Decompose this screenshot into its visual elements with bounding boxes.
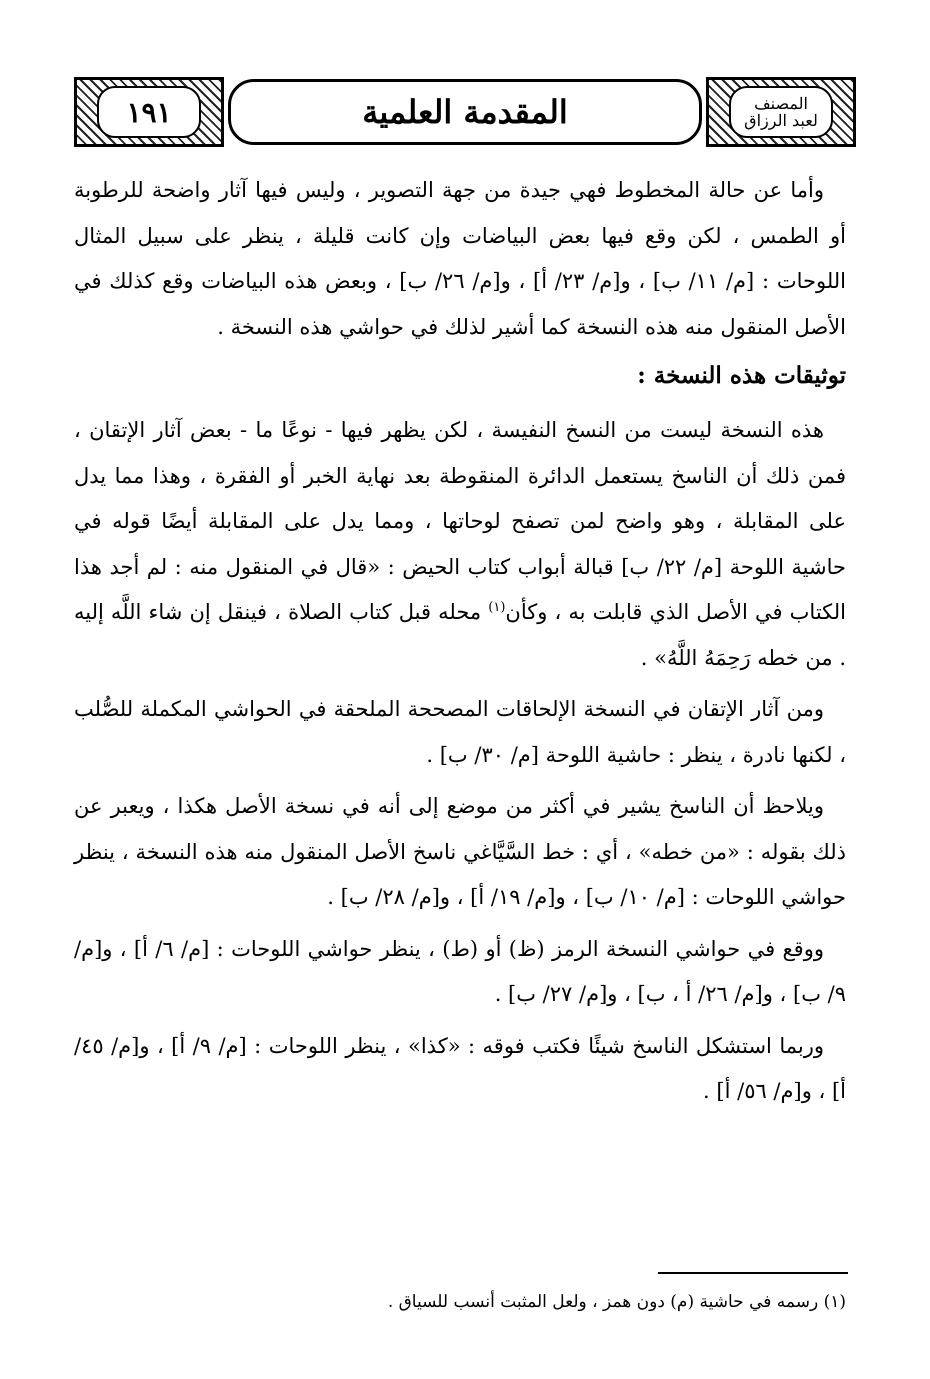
footnote-reference: (١) bbox=[488, 600, 506, 615]
paragraph-symbols: ووقع في حواشي النسخة الرمز (ظ) أو (ط) ، ينظر حواشي اللوحات : [م/ ٦/ أ] ، و[م/ ٩/ ب] ، و[م/ ٢٦/ أ ، ب] ، و[م/ ٢٧/ ب] . bbox=[74, 936, 846, 1006]
page-number: ١٩١ bbox=[97, 86, 201, 138]
logo-line-2: لعبد الرزاق bbox=[744, 111, 818, 130]
paragraph-verification-part2: محله قبل كتاب الصلاة ، فينقل إن شاء اللَّه إليه . من خطه رَحِمَهُ اللَّهُ» . bbox=[74, 600, 846, 670]
footnote-separator bbox=[658, 1272, 848, 1274]
footnote: (١) رسمه في حاشية (م) دون همز ، ولعل المثبت أنسب للسياق . bbox=[387, 1292, 846, 1312]
book-logo bbox=[729, 86, 833, 138]
page-header bbox=[74, 74, 856, 150]
paragraph-verification-part1: هذه النسخة ليست من النسخ النفيسة ، لكن يظهر فيها - نوعًا ما - بعض آثار الإتقان ، فمن ذلك أن الناسخ يستعمل الدائرة المنقوطة بعد نهاية الخبر أو الفقرة ، وهذا مما يدل على المقابلة ، وهو واضح لمن تصفح لوحاتها ، ومما يدل على المقابلة أيضًا قوله في حاشية اللوحة [م/ ٢٢/ ب] قبالة أبواب كتاب الحيض : «قال في المنقول منه : لم أجد هذا الكتاب في الأصل الذي قابلت به ، وكأن bbox=[74, 418, 846, 624]
paragraph-scribe-notes: ويلاحظ أن الناسخ يشير في أكثر من موضع إلى أنه في نسخة الأصل هكذا ، ويعبر عن ذلك بقوله : «من خطه» ، أي : خط السَّيَّاغي ناسخ الأصل المنقول منه هذه النسخة ، ينظر حواشي اللوحات : [م/ ١٠/ ب] ، و[م/ ١٩/ أ] ، و[م/ ٢٨/ ب] . bbox=[74, 794, 846, 909]
page-number-ornament bbox=[74, 77, 224, 147]
section-heading: توثيقات هذه النسخة : bbox=[637, 362, 846, 389]
paragraph-manuscript-condition: وأما عن حالة المخطوط فهي جيدة من جهة التصوير ، وليس فيها آثار واضحة للرطوبة أو الطمس ، لكن وقع فيها بعض البياضات وإن كانت قليلة ، ينظر على سبيل المثال اللوحات : [م/ ١١/ ب] ، و[م/ ٢٣/ أ] ، و[م/ ٢٦/ ب] ، وبعض هذه البياضات وقع كذلك في الأصل المنقول منه هذه النسخة كما أشير لذلك في حواشي هذه النسخة . bbox=[74, 178, 846, 339]
page-body bbox=[74, 168, 846, 1121]
running-title: المقدمة العلمية bbox=[228, 79, 702, 145]
paragraph-verification bbox=[74, 408, 846, 681]
book-logo-ornament bbox=[706, 77, 856, 147]
logo-line-1: المصنف bbox=[754, 94, 808, 113]
paragraph-corrections: ومن آثار الإتقان في النسخة الإلحاقات المصححة الملحقة في الحواشي المكملة للصُّلب ، لكنها نادرة ، ينظر : حاشية اللوحة [م/ ٣٠/ ب] . bbox=[74, 697, 846, 767]
paragraph-kadha: وربما استشكل الناسخ شيئًا فكتب فوقه : «كذا» ، ينظر اللوحات : [م/ ٩/ أ] ، و[م/ ٤٥/ أ] ، و[م/ ٥٦/ أ] . bbox=[74, 1033, 846, 1103]
